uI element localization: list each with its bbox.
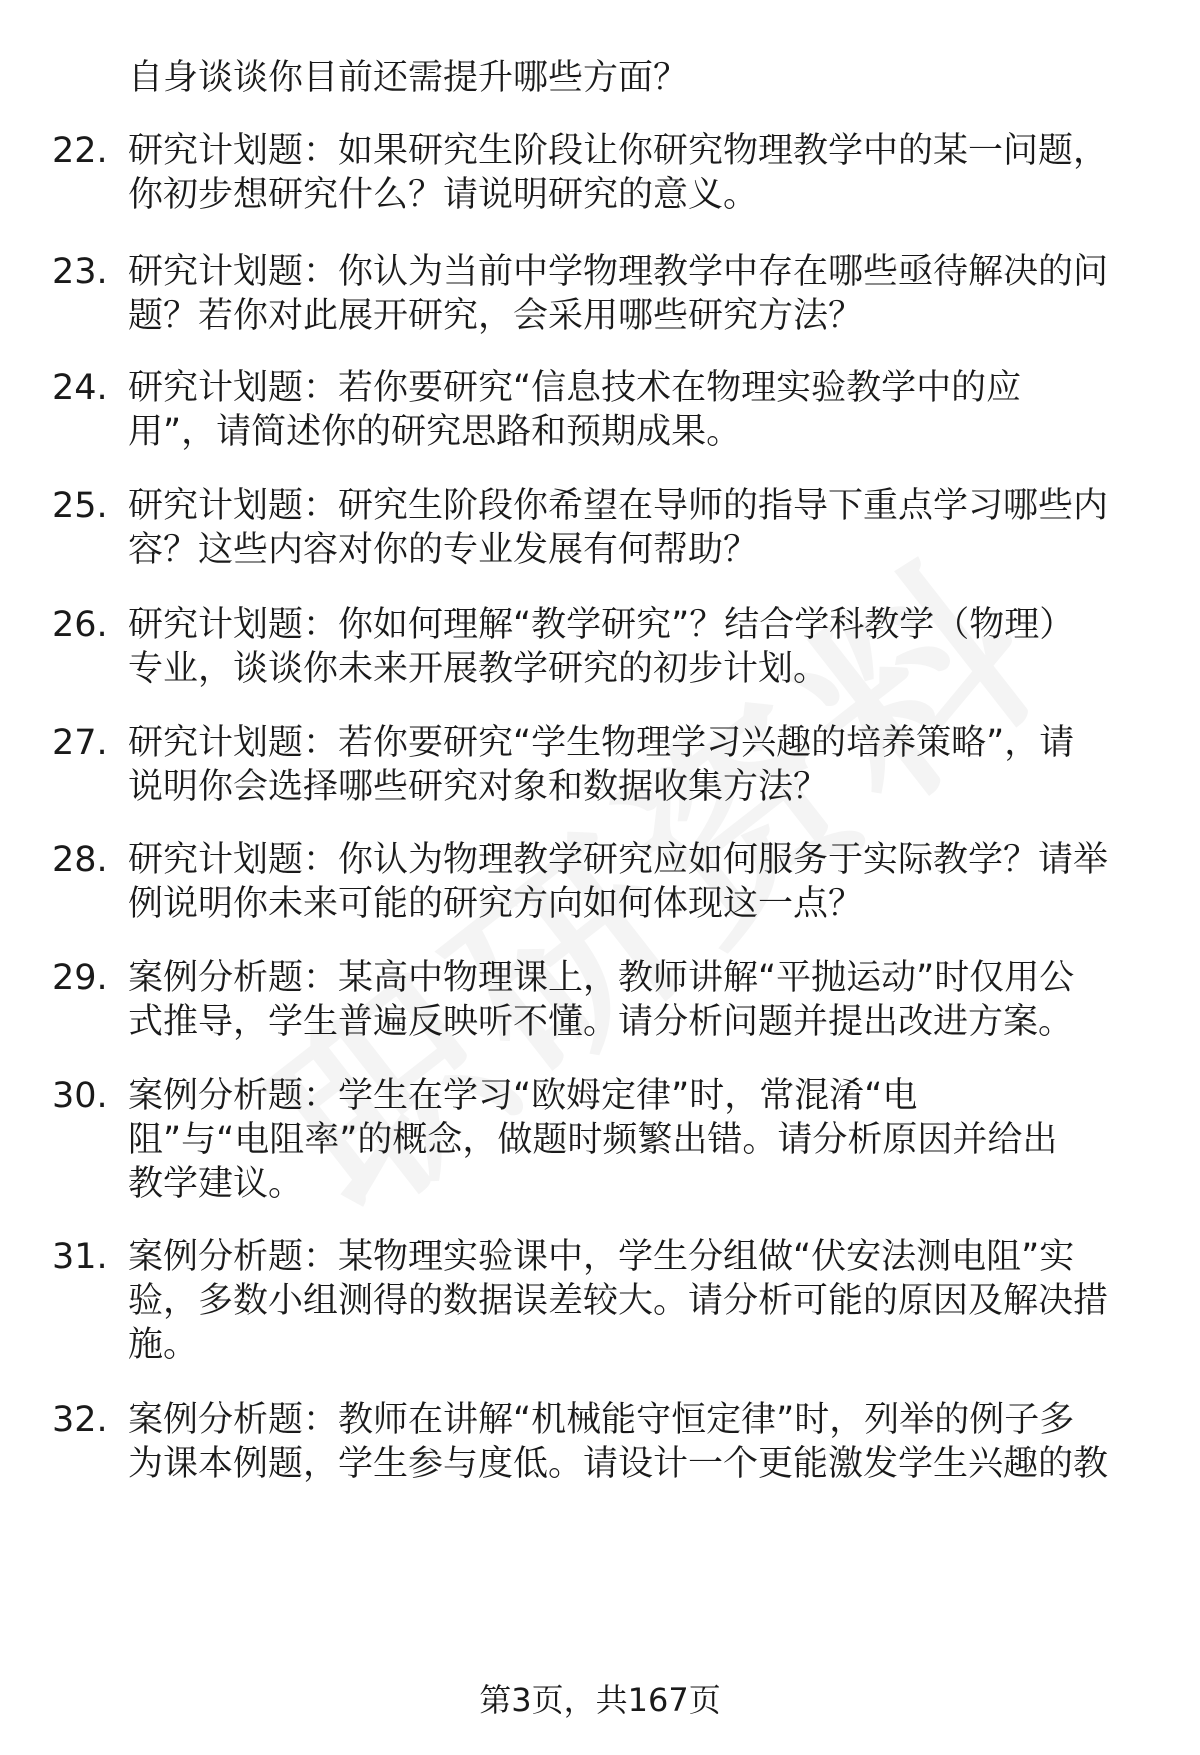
question-line: 你初步想研究什么？请说明研究的意义。	[128, 175, 759, 215]
question-line: 为课本例题，学生参与度低。请设计一个更能激发学生兴趣的教	[128, 1444, 1109, 1484]
question-line: 研究计划题：若你要研究“学生物理学习兴趣的培养策略”，请	[128, 723, 1075, 763]
question-number: 22.	[52, 131, 108, 171]
question-line: 式推导，学生普遍反映听不懂。请分析问题并提出改进方案。	[128, 1002, 1074, 1042]
question-line: 例说明你未来可能的研究方向如何体现这一点？	[128, 884, 864, 924]
question-number: 32.	[52, 1400, 108, 1440]
question-line: 专业，谈谈你未来开展教学研究的初步计划。	[128, 649, 829, 689]
question-number: 25.	[52, 486, 108, 526]
question-line: 研究计划题：如果研究生阶段让你研究物理教学中的某一问题，	[128, 131, 1109, 171]
question-number: 30.	[52, 1076, 108, 1116]
question-line: 研究计划题：若你要研究“信息技术在物理实验教学中的应	[128, 368, 1022, 408]
question-line: 案例分析题：某物理实验课中，学生分组做“伏安法测电阻”实	[128, 1237, 1075, 1277]
question-line: 验，多数小组测得的数据误差较大。请分析可能的原因及解决措	[128, 1281, 1109, 1321]
question-number: 23.	[52, 252, 108, 292]
question-number: 26.	[52, 605, 108, 645]
question-number: 29.	[52, 958, 108, 998]
question-line: 阻”与“电阻率”的概念，做题时频繁出错。请分析原因并给出	[128, 1120, 1058, 1160]
question-line: 题？若你对此展开研究，会采用哪些研究方法？	[128, 296, 864, 336]
question-number: 24.	[52, 368, 108, 408]
question-line: 施。	[128, 1325, 199, 1365]
question-line: 研究计划题：你认为当前中学物理教学中存在哪些亟待解决的问	[128, 252, 1109, 292]
page-footer: 第3页，共167页	[479, 1681, 721, 1719]
question-line: 研究计划题：研究生阶段你希望在导师的指导下重点学习哪些内	[128, 486, 1109, 526]
question-line: 案例分析题：学生在学习“欧姆定律”时，常混淆“电	[128, 1076, 918, 1116]
question-line: 用”，请简述你的研究思路和预期成果。	[128, 412, 742, 452]
question-number: 31.	[52, 1237, 108, 1277]
continuation-line: 自身谈谈你目前还需提升哪些方面？	[128, 58, 689, 98]
question-line: 研究计划题：你认为物理教学研究应如何服务于实际教学？请举	[128, 840, 1109, 880]
question-line: 容？这些内容对你的专业发展有何帮助？	[128, 530, 759, 570]
question-line: 教学建议。	[128, 1164, 304, 1204]
question-number: 28.	[52, 840, 108, 880]
question-line: 说明你会选择哪些研究对象和数据收集方法？	[128, 767, 829, 807]
question-number: 27.	[52, 723, 108, 763]
question-line: 研究计划题：你如何理解“教学研究”？结合学科教学（物理）	[128, 605, 1075, 645]
question-line: 案例分析题：某高中物理课上，教师讲解“平抛运动”时仅用公	[128, 958, 1075, 998]
question-line: 案例分析题：教师在讲解“机械能守恒定律”时，列举的例子多	[128, 1400, 1075, 1440]
